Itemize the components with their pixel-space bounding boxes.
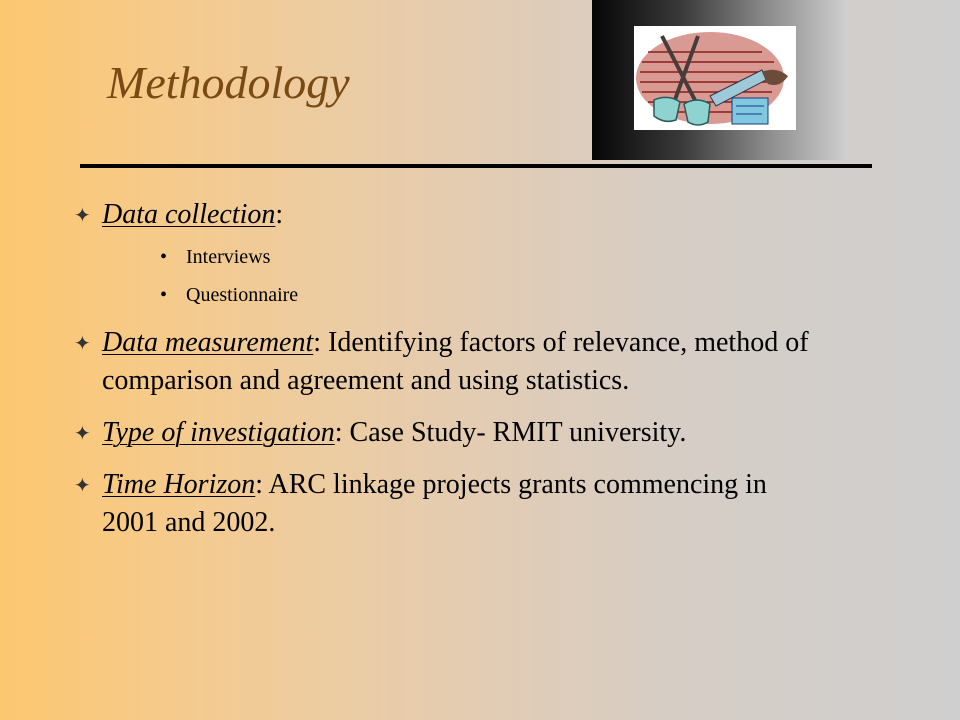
dot-bullet-icon: • [160, 246, 168, 268]
sub-bullet-text: Interviews [186, 246, 271, 268]
sub-bullet-item [74, 282, 894, 308]
title-divider [80, 164, 872, 168]
slide-title: Methodology [107, 57, 350, 108]
bullet-text: : [275, 199, 284, 230]
clipart-image [592, 0, 848, 160]
dot-bullet-icon: • [160, 284, 168, 306]
slide-body [74, 196, 894, 542]
bullet-term: Data collection [102, 199, 276, 230]
star-bullet-icon: ✦ [74, 421, 91, 445]
bullet-text: : Case Study- RMIT university. [334, 417, 687, 448]
shovel-and-saw-clipart-icon [592, 0, 848, 160]
bullet-term: Data measurement [102, 327, 314, 358]
sub-bullet-text: Questionnaire [186, 284, 299, 306]
sub-bullet-item [74, 244, 894, 270]
bullet-item [74, 196, 894, 234]
bullet-term: Time Horizon [102, 469, 256, 500]
bullet-text: : Identifying factors of relevance, method of comparison and agreement and using statistics. [102, 327, 809, 396]
bullet-item [74, 324, 894, 400]
bullet-text: : ARC linkage projects grants commencing in 2001 and 2002. [102, 469, 767, 538]
star-bullet-icon: ✦ [74, 473, 91, 497]
star-bullet-icon: ✦ [74, 203, 91, 227]
bullet-term: Type of investigation [102, 417, 335, 448]
bullet-item [74, 414, 894, 452]
bullet-item [74, 466, 782, 542]
star-bullet-icon: ✦ [74, 331, 91, 355]
